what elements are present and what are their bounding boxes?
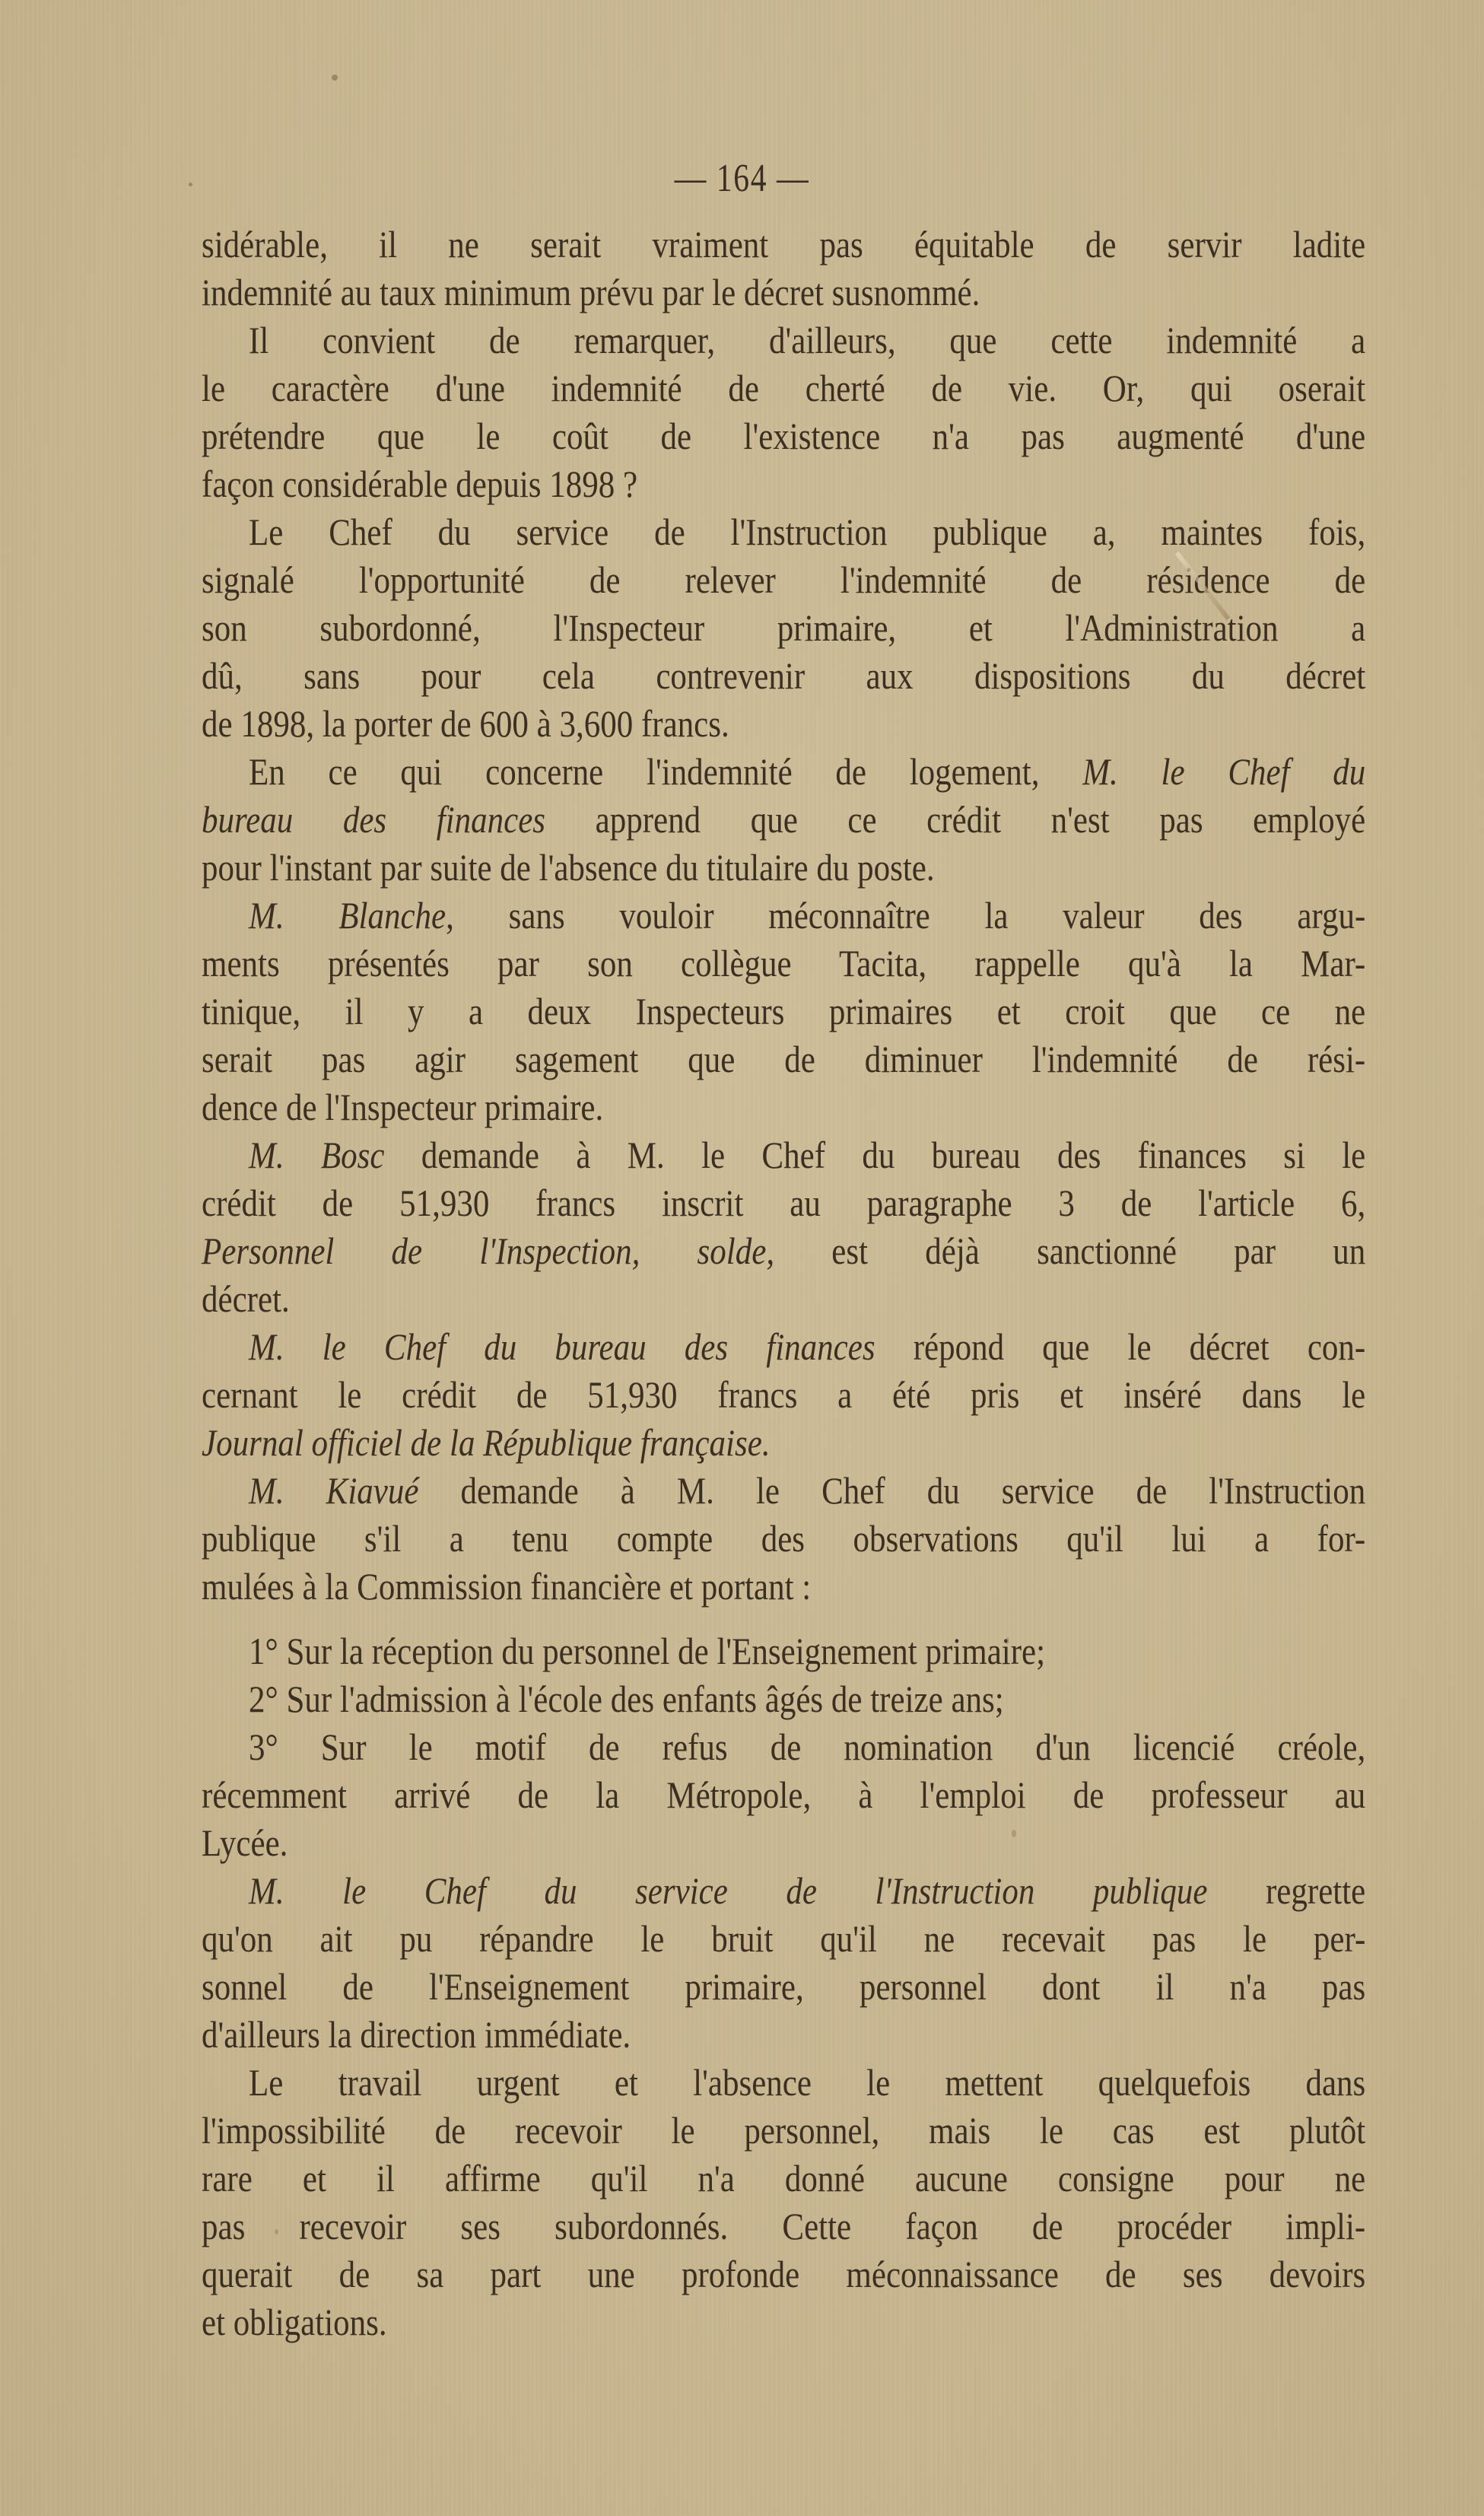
paragraph-p3 [202, 508, 1365, 748]
paper-speck [275, 2229, 278, 2235]
text-line-content [202, 700, 1365, 748]
text-run: tinique, il y a deux Inspecteurs primaires et croit que ce ne [202, 990, 1366, 1032]
text-run: répond que le décret con- [875, 1325, 1366, 1368]
text-run: décret. [202, 1277, 290, 1320]
paragraph-p5 [202, 892, 1365, 1131]
text-line-content [202, 2203, 1365, 2250]
text-line-content [249, 2059, 1365, 2107]
paper-speck [189, 183, 192, 186]
text-line-content [202, 221, 1365, 269]
text-line [202, 1323, 1365, 1371]
text-line-content [202, 364, 1365, 412]
text-line-content [202, 460, 1365, 508]
text-line [202, 1563, 1365, 1611]
text-run: 2° Sur l'admission à l'école des enfants âgés de treize ans; [249, 1678, 1004, 1720]
text-line-content [202, 1179, 1365, 1227]
text-run: dû, sans pour cela contrevenir aux dispositions du décret [202, 654, 1366, 697]
text-line-content [202, 1515, 1365, 1563]
text-line-content [202, 1035, 1365, 1083]
text-line [202, 1227, 1365, 1275]
italic-text: M. le Chef du service de l'Instruction publique [249, 1869, 1208, 1912]
text-line [202, 2298, 1365, 2346]
text-line-content [249, 892, 1365, 940]
text-run: et obligations. [202, 2301, 387, 2343]
text-line-content [249, 1867, 1365, 1915]
text-line [202, 1179, 1365, 1227]
text-run: 3° Sur le motif de refus de nomination d'un licencié créole, [249, 1726, 1366, 1768]
paper-speck [332, 75, 338, 81]
paragraph-p9 [202, 1627, 1365, 1675]
text-run: Le travail urgent et l'absence le mettent quelquefois dans [249, 2061, 1366, 2104]
text-line [202, 556, 1365, 604]
text-line-content [202, 1371, 1365, 1419]
text-run: mulées à la Commission financière et portant : [202, 1565, 812, 1608]
text-line-content [202, 2155, 1365, 2203]
text-line-content [249, 1323, 1365, 1371]
text-run: En ce qui concerne l'indemnité de logement, [249, 750, 1083, 793]
text-line-content [202, 556, 1365, 604]
text-line [202, 1083, 1365, 1131]
spacer [202, 1611, 1365, 1627]
text-run: l'impossibilité de recevoir le personnel, mais le cas est plutôt [202, 2109, 1366, 2152]
text-line-content [202, 2107, 1365, 2155]
text-run: 1° Sur la réception du personnel de l'Enseignement primaire; [249, 1630, 1046, 1672]
text-run: regrette [1207, 1869, 1366, 1912]
text-line [202, 2107, 1365, 2155]
text-run: qu'on ait pu répandre le bruit qu'il ne recevait pas le per- [202, 1917, 1366, 1960]
text-run: façon considérable depuis 1898 ? [202, 463, 638, 505]
text-run: publique s'il a tenu compte des observations qu'il lui a for- [202, 1517, 1366, 1560]
text-run: le caractère d'une indemnité de cherté de vie. Or, qui oserait [202, 367, 1366, 409]
text-line-content [249, 508, 1365, 556]
text-run: ments présentés par son collègue Tacita, rappelle qu'à la Mar- [202, 942, 1366, 984]
text-line-content [202, 2298, 1365, 2346]
text-run: querait de sa part une profonde méconnaissance de ses devoirs [202, 2253, 1366, 2295]
text-line [202, 1275, 1365, 1323]
text-line [202, 316, 1365, 364]
text-line [202, 269, 1365, 316]
text-line [202, 1419, 1365, 1467]
text-run: demande à M. le Chef du service de l'Instruction [418, 1469, 1366, 1512]
text-line [202, 1771, 1365, 1819]
text-line [202, 364, 1365, 412]
text-line-content [202, 604, 1365, 652]
text-run: son subordonné, l'Inspecteur primaire, et l'Administration a [202, 606, 1366, 649]
text-line-content [249, 748, 1365, 796]
text-line [202, 748, 1365, 796]
text-run: demande à M. le Chef du bureau des finances si le [384, 1134, 1366, 1176]
text-line [202, 1515, 1365, 1563]
text-run: Lycée. [202, 1821, 288, 1864]
text-line [202, 1867, 1365, 1915]
text-line-content [202, 796, 1365, 844]
text-line [202, 604, 1365, 652]
text-line-content [202, 988, 1365, 1035]
body-text [202, 221, 1365, 2346]
text-line-content [202, 1819, 1365, 1867]
text-line [202, 1723, 1365, 1771]
text-run: récemment arrivé de la Métropole, à l'emploi de professeur au [202, 1773, 1366, 1816]
text-run: apprend que ce crédit n'est pas employé [545, 798, 1366, 841]
text-line-content [249, 1131, 1365, 1179]
text-line [202, 221, 1365, 269]
text-line [202, 892, 1365, 940]
text-run: d'ailleurs la direction immédiate. [202, 2013, 631, 2056]
paragraph-p10 [202, 1675, 1365, 1723]
text-line-content [202, 1771, 1365, 1819]
text-run: pas recevoir ses subordonnés. Cette façon de procéder impli- [202, 2205, 1366, 2247]
text-run: sonnel de l'Enseignement primaire, personnel dont il n'a pas [202, 1965, 1366, 2008]
text-run: indemnité au taux minimum prévu par le décret susnommé. [202, 271, 980, 313]
text-run: sidérable, il ne serait vraiment pas équitable de servir ladite [202, 223, 1366, 266]
paragraph-p12 [202, 1867, 1365, 2059]
text-line [202, 2203, 1365, 2250]
paper-speck [1006, 1637, 1009, 1644]
text-line [202, 1675, 1365, 1723]
text-line [202, 2250, 1365, 2298]
text-line [202, 508, 1365, 556]
text-run: cernant le crédit de 51,930 francs a été pris et inséré dans le [202, 1373, 1366, 1416]
paragraph-p4 [202, 748, 1365, 892]
text-line [202, 2059, 1365, 2107]
paragraph-p8 [202, 1467, 1365, 1611]
text-line-content [202, 844, 1365, 892]
paragraph-p2 [202, 316, 1365, 508]
text-line-content [202, 652, 1365, 700]
text-line-content [202, 2011, 1365, 2059]
text-line-content [249, 1467, 1365, 1515]
text-line-content [249, 1627, 1365, 1675]
text-line [202, 2011, 1365, 2059]
text-line-content [202, 1083, 1365, 1131]
text-run: serait pas agir sagement que de diminuer l'indemnité de rési- [202, 1038, 1366, 1080]
text-line-content [202, 1963, 1365, 2011]
text-line-content [249, 1723, 1365, 1771]
italic-text: M. Blanche [249, 894, 446, 937]
text-line [202, 1627, 1365, 1675]
text-line [202, 1915, 1365, 1963]
text-line-content [202, 1563, 1365, 1611]
italic-text: M. le Chef du [1082, 750, 1366, 793]
text-run: prétendre que le coût de l'existence n'a pas augmenté d'une [202, 415, 1366, 457]
text-line [202, 1819, 1365, 1867]
text-line [202, 2155, 1365, 2203]
text-run: crédit de 51,930 francs inscrit au paragraphe 3 de l'article 6, [202, 1182, 1366, 1224]
text-line [202, 796, 1365, 844]
text-line-content [202, 269, 1365, 316]
paragraph-p7 [202, 1323, 1365, 1467]
text-run: de 1898, la porter de 600 à 3,600 francs. [202, 702, 729, 745]
page-number: — 164 — [674, 157, 810, 200]
paragraph-p6 [202, 1131, 1365, 1323]
text-line [202, 1035, 1365, 1083]
text-line-content [202, 940, 1365, 988]
text-line-content [202, 1915, 1365, 1963]
text-line-content [202, 1227, 1365, 1275]
italic-text: Journal officiel de la République française. [202, 1421, 771, 1464]
text-line [202, 1131, 1365, 1179]
text-line [202, 460, 1365, 508]
text-line [202, 700, 1365, 748]
text-line-content [202, 1275, 1365, 1323]
paragraph-p13 [202, 2059, 1365, 2346]
text-run: pour l'instant par suite de l'absence du titulaire du poste. [202, 846, 935, 889]
text-line [202, 1467, 1365, 1515]
italic-text: M. Bosc [249, 1134, 385, 1176]
text-run: rare et il affirme qu'il n'a donné aucune consigne pour ne [202, 2157, 1366, 2200]
text-line [202, 1963, 1365, 2011]
text-run: est déjà sanctionné par un [774, 1229, 1366, 1272]
italic-text: M. Kiavué [249, 1469, 419, 1512]
text-line [202, 412, 1365, 460]
text-line [202, 940, 1365, 988]
italic-text: bureau des finances [202, 798, 546, 841]
text-line-content [249, 316, 1365, 364]
text-run: Il convient de remarquer, d'ailleurs, que cette indemnité a [249, 319, 1366, 361]
text-line [202, 652, 1365, 700]
text-run: , sans vouloir méconnaître la valeur des argu- [446, 894, 1366, 937]
text-line-content [202, 412, 1365, 460]
paragraph-p11 [202, 1723, 1365, 1867]
italic-text: M. le Chef du bureau des finances [249, 1325, 875, 1368]
italic-text: Personnel de l'Inspection, solde, [202, 1229, 775, 1272]
text-line [202, 844, 1365, 892]
text-line-content [202, 2250, 1365, 2298]
paper-speck [1012, 1830, 1016, 1837]
text-run: dence de l'Inspecteur primaire. [202, 1086, 604, 1128]
text-line [202, 1371, 1365, 1419]
text-run: Le Chef du service de l'Instruction publique a, maintes fois, [249, 511, 1366, 553]
text-run: signalé l'opportunité de relever l'indemnité de résidence de [202, 558, 1366, 601]
text-line-content [202, 1419, 1365, 1467]
text-line-content [249, 1675, 1365, 1723]
text-line [202, 988, 1365, 1035]
paragraph-p1 [202, 221, 1365, 316]
